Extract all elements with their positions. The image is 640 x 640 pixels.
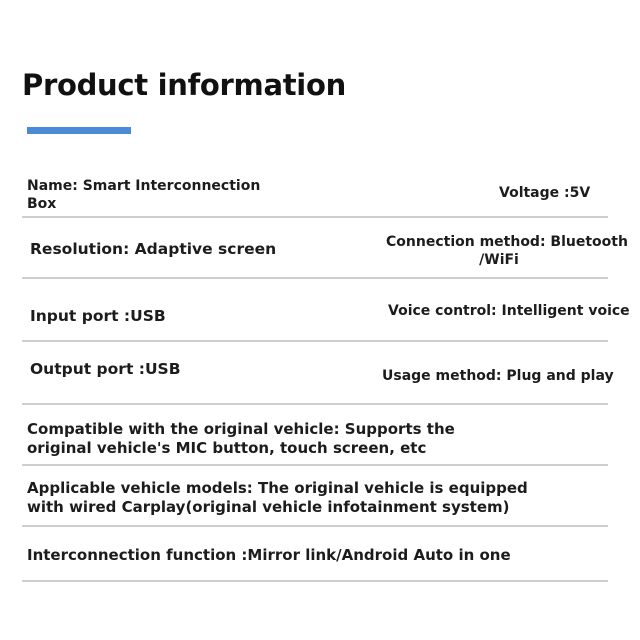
page-title: Product information (22, 68, 346, 102)
resolution-label: Resolution: Adaptive screen (30, 240, 277, 258)
row-divider (22, 580, 608, 582)
interconnection-function-label: Interconnection function :Mirror link/Android Auto in one (27, 546, 511, 564)
output-port-label: Output port :USB (30, 360, 181, 378)
row-divider (22, 403, 608, 405)
connection-method-label: Connection method: Bluetooth /WiFi (386, 234, 628, 268)
title-underline (27, 127, 131, 134)
compatibility-label: Compatible with the original vehicle: Supports the original vehicle's MIC button, touch screen, etc (27, 420, 455, 457)
product-name-label: Name: Smart Interconnection Box (27, 178, 261, 212)
applicable-models-label: Applicable vehicle models: The original vehicle is equipped with wired Carplay(original vehicle infotainment system) (27, 479, 528, 516)
row-divider (22, 216, 608, 218)
voltage-label: Voltage :5V (499, 185, 591, 201)
voice-control-label: Voice control: Intelligent voice (388, 303, 630, 319)
usage-method-label: Usage method: Plug and play (382, 368, 614, 384)
input-port-label: Input port :USB (30, 307, 166, 325)
row-divider (22, 464, 608, 466)
row-divider (22, 277, 608, 279)
row-divider (22, 525, 608, 527)
row-divider (22, 340, 608, 342)
